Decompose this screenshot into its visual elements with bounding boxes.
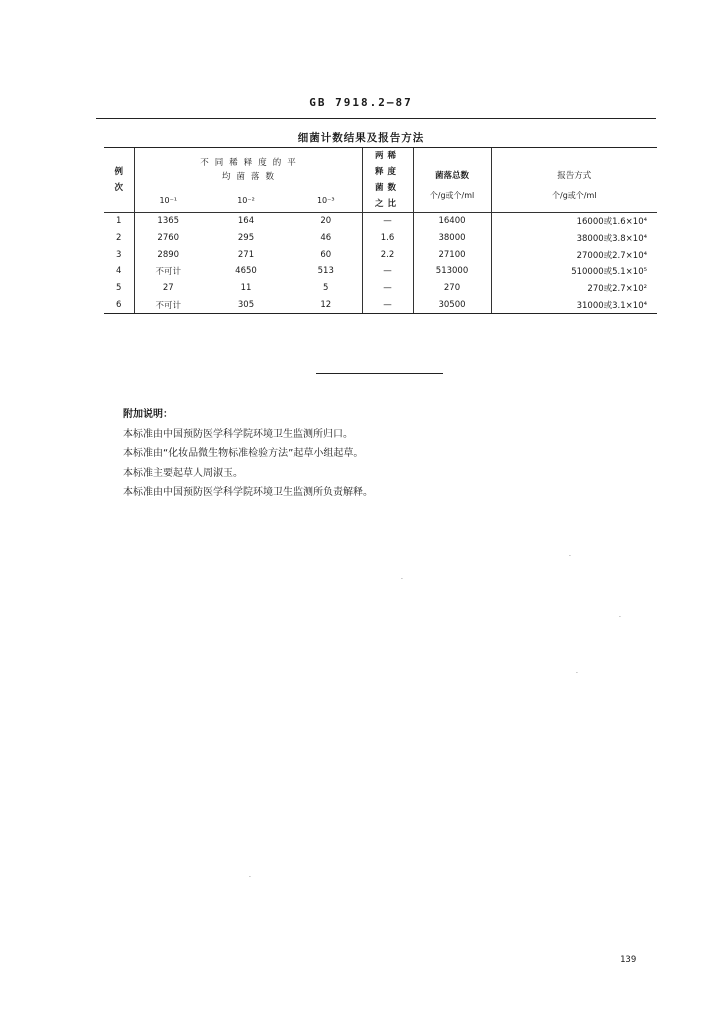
- scan-speck: ·: [619, 614, 621, 621]
- cell-dilution-2: 11: [240, 283, 252, 294]
- table-row: [104, 263, 657, 280]
- header-dilution-2: 10⁻²: [202, 188, 290, 213]
- cell-dilution-2: 4650: [235, 266, 257, 277]
- cell-dilution-1: 2890: [134, 246, 202, 263]
- cell-dilution-3: 5: [323, 283, 329, 294]
- cell-report: 510000或5.1×10⁵: [491, 263, 657, 280]
- header-mean-colony-count: 不同稀释度的平均菌落数: [134, 148, 362, 189]
- table-row: [104, 296, 657, 313]
- cell-report: 31000或3.1×10⁴: [491, 296, 657, 313]
- cell-report: 270或2.7×10²: [491, 280, 657, 297]
- cell-dilution-3: 20: [320, 216, 332, 227]
- cell-dilution-2: 305: [202, 296, 290, 313]
- cell-ratio: 1.6: [362, 230, 413, 247]
- table-row: [104, 246, 657, 263]
- cell-ratio: 2.2: [362, 246, 413, 263]
- cell-dilution-3: 46: [320, 233, 332, 244]
- notes-line: 本标准由“化妆品微生物标准检验方法”起草小组起草。: [123, 448, 364, 459]
- cell-ratio: —: [362, 213, 413, 230]
- header-rule: [96, 118, 656, 119]
- cell-report: 38000或3.8×10⁴: [491, 230, 657, 247]
- cell-case: 1: [116, 216, 122, 227]
- cell-dilution-2: 164: [237, 216, 255, 227]
- cell-dilution-3: 513: [317, 266, 334, 277]
- cell-case: 6: [104, 296, 134, 313]
- cell-case: 4: [116, 266, 122, 277]
- scan-speck: ·: [569, 553, 571, 560]
- header-dilution-3: 10⁻³: [290, 188, 362, 213]
- notes-title: 附加说明：: [123, 409, 173, 420]
- table-row: [104, 230, 657, 247]
- cell-total: 513000: [413, 263, 491, 280]
- cell-dilution-1: 不可计: [134, 263, 202, 280]
- cell-total: 27100: [413, 246, 491, 263]
- header-dilution-1: 10⁻¹: [134, 188, 202, 213]
- table-title: 细菌计数结果及报告方法: [297, 132, 425, 144]
- header-total-unit: 个/g或个/ml: [413, 188, 491, 213]
- cell-total: 38000: [413, 230, 491, 247]
- notes-line: 本标准主要起草人周淑玉。: [123, 467, 243, 479]
- cell-case: 3: [116, 249, 122, 260]
- additional-notes: [123, 405, 373, 503]
- scan-speck: ·: [401, 576, 403, 583]
- header-report-unit: 个/g或个/ml: [491, 188, 657, 213]
- cell-dilution-1: 27: [134, 280, 202, 297]
- notes-line: 本标准由中国预防医学科学院环境卫生监测所负责解释。: [123, 487, 373, 498]
- scan-speck: ·: [249, 874, 251, 881]
- colony-count-table: [104, 147, 657, 314]
- scan-speck: ·: [576, 670, 578, 677]
- cell-report: 16000或1.6×10⁴: [491, 213, 657, 230]
- cell-dilution-1: 不可计: [134, 296, 202, 313]
- page-number: 139: [620, 955, 637, 965]
- cell-dilution-2: 295: [237, 233, 255, 244]
- cell-case: 5: [116, 283, 122, 294]
- header-total-count: 菌落总数: [413, 148, 491, 189]
- notes-line: 本标准由中国预防医学科学院环境卫生监测所归口。: [123, 428, 353, 440]
- cell-case: 2: [116, 233, 122, 244]
- cell-ratio: —: [362, 280, 413, 297]
- cell-total: 30500: [413, 296, 491, 313]
- cell-total: 270: [413, 280, 491, 297]
- standard-code-header: GB 7918.2—87: [309, 96, 413, 109]
- cell-dilution-1: 1365: [134, 213, 202, 230]
- cell-dilution-2: 271: [237, 249, 255, 260]
- section-divider: [316, 373, 443, 374]
- cell-dilution-3: 12: [290, 296, 362, 313]
- table-row: [104, 213, 657, 230]
- cell-dilution-3: 60: [320, 249, 332, 260]
- cell-dilution-1: 2760: [134, 230, 202, 247]
- table-row: [104, 280, 657, 297]
- cell-report: 27000或2.7×10⁴: [491, 246, 657, 263]
- cell-total: 16400: [413, 213, 491, 230]
- cell-ratio: —: [362, 263, 413, 280]
- header-ratio: 两稀释度菌数之比: [362, 148, 413, 213]
- header-case-no: 例次: [104, 148, 134, 213]
- header-report-method: 报告方式: [491, 148, 657, 189]
- cell-ratio: —: [362, 296, 413, 313]
